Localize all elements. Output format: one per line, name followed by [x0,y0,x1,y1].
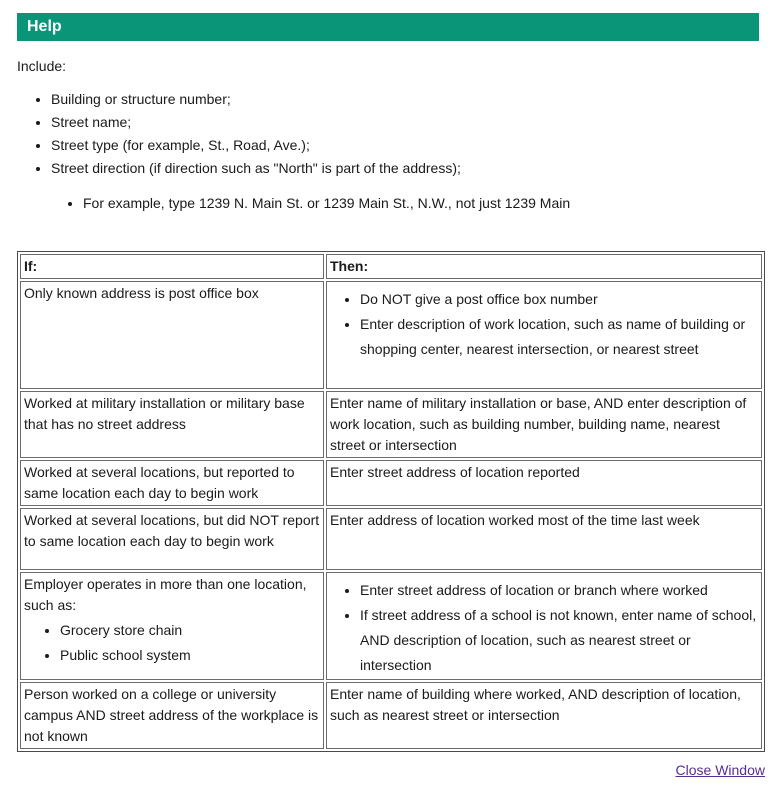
table-row [20,391,762,458]
column-header-if: If: [20,254,324,279]
close-window-link[interactable]: Close Window [675,762,765,778]
intro-label: Include: [17,58,67,74]
if-cell: Only known address is post office box [20,281,324,389]
if-cell: Worked at several locations, but reported to same location each day to begin work [20,460,324,506]
if-cell: Person worked on a college or university campus AND street address of the workplace is not known [20,682,324,749]
column-header-then: Then: [326,254,762,279]
table-row [20,682,762,749]
table-row [20,460,762,506]
then-cell [326,572,762,680]
if-cell: Worked at several locations, but did NOT report to same location each day to begin work [20,508,324,570]
include-item [51,157,765,215]
if-cell: Worked at military installation or military base that has no street address [20,391,324,458]
table-row [20,508,762,570]
then-cell: Enter name of building where worked, AND description of location, such as nearest street or intersection [326,682,762,749]
header-bar [17,13,759,41]
table-row [20,281,762,389]
if-cell [20,572,324,680]
table-row [20,572,762,680]
then-bullet: • Enter street address of location or branch where worked [360,578,758,603]
then-bullet: • If street address of a school is not known, enter name of school, AND description of location, such as nearest street or intersection [360,603,758,678]
include-item: • Street name; [51,111,765,134]
then-bullet: • Do NOT give a post office box number [360,287,758,312]
if-bullet: • Grocery store chain [60,618,320,643]
table-header-row [20,254,762,279]
include-list [17,88,765,215]
example-item: • For example, type 1239 N. Main St. or 1239 Main St., N.W., not just 1239 Main [83,192,765,215]
footer [17,762,765,778]
include-item-text: Street direction (if direction such as "North" is part of the address); [51,160,461,176]
if-cell-text: Employer operates in more than one location, such as: [24,576,307,613]
if-bullet-list [24,618,320,668]
then-bullet: • Enter description of work location, such as name of building or shopping center, nearest intersection, or nearest street [360,312,758,362]
then-cell: Enter address of location worked most of the time last week [326,508,762,570]
then-cell: Enter name of military installation or base, AND enter description of work location, such as building number, building name, nearest street or intersection [326,391,762,458]
then-cell [326,281,762,389]
then-cell: Enter street address of location reported [326,460,762,506]
example-list [51,192,765,215]
include-item: • Building or structure number; [51,88,765,111]
if-then-table [17,251,765,752]
if-bullet: • Public school system [60,643,320,668]
page-title: Help [27,18,62,35]
include-item: • Street type (for example, St., Road, Ave.); [51,134,765,157]
then-bullet-list [330,287,758,362]
then-bullet-list [330,578,758,678]
